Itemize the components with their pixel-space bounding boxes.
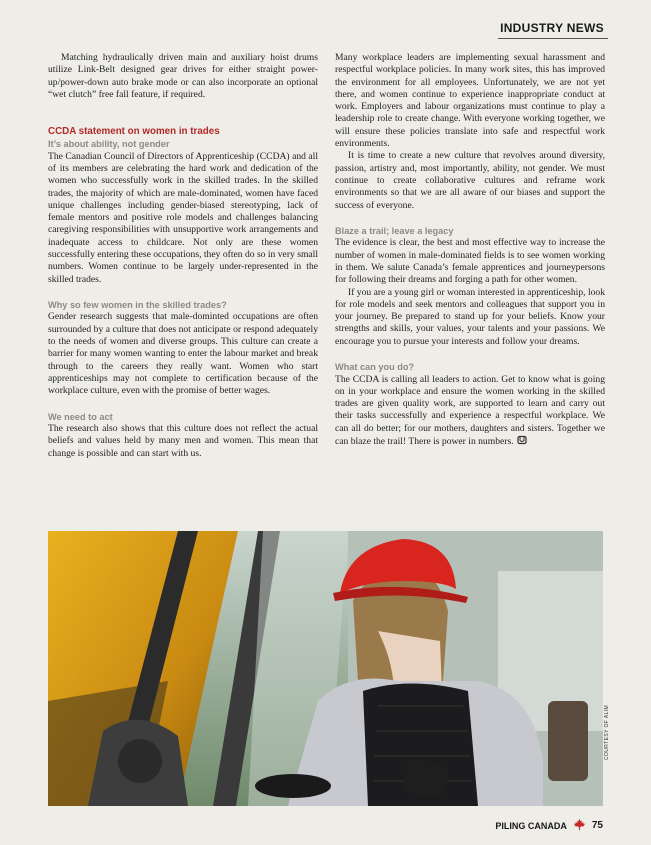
page-footer xyxy=(495,818,603,833)
paragraph-ccda: The Canadian Council of Directors of Apprenticeship (CCDA) and all of its members are celebrating the hard work and dedication of the women who successfully work in the skilled trades. In the skilled trades, the majority of which are male-dominated, women have faced unique challenges including gender-biased stereotyping, lack of female mentors and positive role models and challenges balancing caregiving responsibilities with unsupportive work arrangements and inadequate access to childcare. Not only are these women successfully entering these occupations, they often do so in very small numbers. Women continue to be largely under-represented in the skilled trades. xyxy=(48,150,318,285)
paragraph-call-to-action xyxy=(335,374,605,449)
paragraph-young-women: If you are a young girl or woman interested in apprenticeship, look for role models and seek mentors and colleagues that support you in your journey. Be prepared to stand up for your beliefs. Know your strengths and skills, your values, your talents and your passions. We encourage you to pursue your interests and follow your dreams. xyxy=(335,286,605,347)
call-to-action-text: The CCDA is calling all leaders to action. Get to know what is going on in your workplace and ensure the women working in the skilled trades are given quality work, are supported to learn and carry out their tasks successfully and experience a respectful workplace. We can all do better; for our mothers, daughters and sisters. Together we can blaze the trail! There is power in numbers. xyxy=(335,373,605,448)
subheading-act: We need to act xyxy=(48,411,113,422)
photo-credit: COURTESY OF ALIM xyxy=(604,704,610,760)
subheading-what-can: What can you do? xyxy=(335,362,415,373)
paragraph-evidence: The evidence is clear, the best and most effective way to increase the number of women in male-dominated fields is to see women working in them. We salute Canada’s female apprentices and journeypersons for following their dreams and forging a path for other women. xyxy=(335,237,605,286)
operator-photo-illustration xyxy=(48,531,603,806)
publication-name: PILING CANADA xyxy=(495,820,567,831)
maple-leaf-icon xyxy=(573,818,586,833)
paragraph-research: Gender research suggests that male-dominted occupations are often surrounded by a culture that does not anticipate or respond adequately to the needs of women and diverse groups. This culture can create a barrier for many women wanting to enter the labour market and break through to the careers they really want. Women who start apprenticeships may not complete to certification because of the workplace culture, even with the promise of better wages. xyxy=(48,311,318,397)
page-number: 75 xyxy=(591,820,603,831)
subheading-why-few: Why so few women in the skilled trades? xyxy=(48,299,227,310)
article-heading: CCDA statement on women in trades xyxy=(48,126,220,138)
right-column xyxy=(335,52,605,448)
intro-paragraph: Matching hydraulically driven main and auxiliary hoist drums utilize Link-Belt designed gear drives for either straight power-up/power-down auto brake mode or can also incorporate an optional “wet clutch” free fall feature, if required. xyxy=(48,52,318,100)
end-mark-icon xyxy=(517,435,527,445)
paragraph-new-culture: It is time to create a new culture that revolves around diversity, passion, artistry and, most importantly, ability, not gender. We must continue to create collaborative cultures and reframe work environments so that we are all aware of our biases and support the success of everyone. xyxy=(335,150,605,211)
paragraph-act: The research also shows that this culture does not reflect the actual beliefs and values held by many men and women. This mean that change is possible and can start with us. xyxy=(48,423,318,459)
article-photo xyxy=(48,531,603,806)
subheading-ability: It’s about ability, not gender xyxy=(48,139,170,150)
header-rule xyxy=(498,38,608,39)
paragraph-policies: Many workplace leaders are implementing sexual harassment and respectful workplace policies. In many work sites, this has improved the environment for all employees. Unfortunately, we are not yet there, and women continue to experience inappropriate conduct at work. Employers and labour organizations must continue to play a leadership role to create change. With everyone working together, we will ensure these policies translate into safe and respectful work environments. xyxy=(335,52,605,150)
subheading-blaze: Blaze a trail; leave a legacy xyxy=(335,225,454,236)
section-label: INDUSTRY NEWS xyxy=(500,21,604,35)
left-column xyxy=(48,52,318,460)
